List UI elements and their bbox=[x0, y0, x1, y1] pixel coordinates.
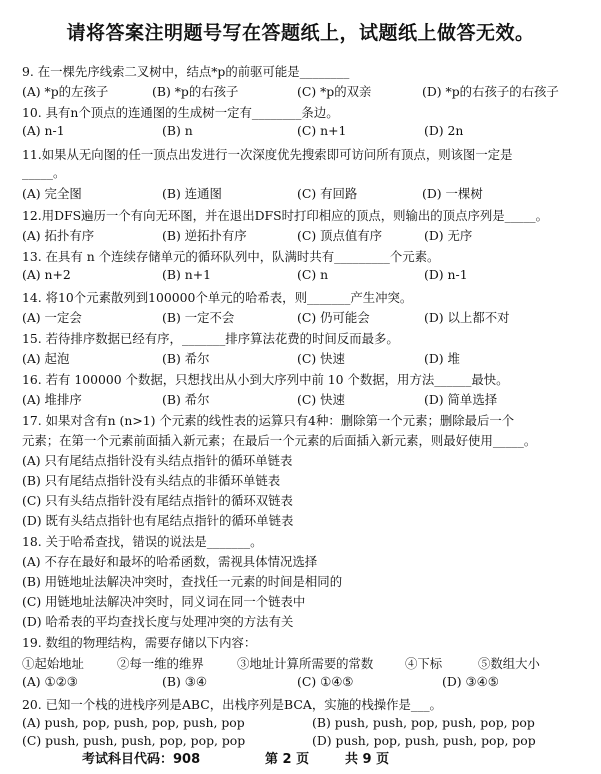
option-c: (C) 顶点值有序 bbox=[297, 228, 383, 243]
question-11-stem-cont: _____。 bbox=[22, 165, 66, 180]
question-17-option-d: (D) 既有头结点指针也有尾结点指针的循环单链表 bbox=[22, 513, 294, 528]
option-b: (B) 连通图 bbox=[162, 186, 222, 201]
option-a: (A) *p的左孩子 bbox=[22, 84, 109, 99]
option-d: (D) 一棵树 bbox=[422, 186, 483, 201]
item-4: ④下标 bbox=[405, 656, 443, 671]
item-1: ①起始地址 bbox=[22, 656, 84, 671]
option-b: (B) n bbox=[162, 123, 193, 138]
option-d: (D) n-1 bbox=[424, 267, 468, 282]
option-a: (A) n-1 bbox=[22, 123, 65, 138]
option-b: (B) ③④ bbox=[162, 674, 207, 689]
option-a: (A) 拓扑有序 bbox=[22, 228, 95, 243]
option-c: (C) 快速 bbox=[297, 392, 345, 407]
option-a: (A) 一定会 bbox=[22, 310, 82, 325]
page-header: 请将答案注明题号写在答题纸上，试题纸上做答无效。 bbox=[66, 22, 535, 44]
option-d: (D) push, pop, push, push, pop, pop bbox=[312, 733, 536, 748]
question-16-stem: 16. 若有 100000 个数据，只想找出从小到大序列中前 10 个数据，用方法______最快。 bbox=[22, 372, 509, 387]
option-b: (B) *p的右孩子 bbox=[152, 84, 239, 99]
question-19-stem: 19. 数组的物理结构，需要存储以下内容： bbox=[22, 635, 257, 650]
question-18-option-d: (D) 哈希表的平均查找长度与处理冲突的方法有关 bbox=[22, 614, 294, 629]
option-c: (C) *p的双亲 bbox=[297, 84, 372, 99]
option-d: (D) 2n bbox=[424, 123, 464, 138]
option-c: (C) 有回路 bbox=[297, 186, 358, 201]
option-a: (A) 堆排序 bbox=[22, 392, 82, 407]
option-a: (A) ①②③ bbox=[22, 674, 78, 689]
option-d: (D) 简单选择 bbox=[424, 392, 498, 407]
option-b: (B) n+1 bbox=[162, 267, 211, 282]
question-11-stem: 11.如果从无向图的任一顶点出发进行一次深度优先搜索即可访问所有顶点，则该图一定是 bbox=[22, 147, 513, 162]
question-17-option-c: (C) 只有头结点指针没有尾结点指针的循环双链表 bbox=[22, 493, 293, 508]
page-total: 共 9 页 bbox=[345, 752, 390, 767]
question-12-stem: 12.用DFS遍历一个有向无环图，并在退出DFS时打印相应的顶点，则输出的顶点序列是_____。 bbox=[22, 208, 549, 223]
question-17-stem: 17. 如果对含有n (n>1) 个元素的线性表的运算只有4种：删除第一个元素；删除最后一个 bbox=[22, 413, 515, 428]
option-d: (D) ③④⑤ bbox=[442, 674, 499, 689]
question-13-stem: 13. 在具有 n 个连续存储单元的循环队列中，队满时共有_________个元素。 bbox=[22, 249, 440, 264]
question-17-stem-cont: 元素；在第一个元素前面插入新元素；在最后一个元素的后面插入新元素，则最好使用_____。 bbox=[22, 433, 537, 448]
option-a: (A) 完全图 bbox=[22, 186, 82, 201]
question-18-option-c: (C) 用链地址法解决冲突时，同义词在同一个链表中 bbox=[22, 594, 306, 609]
question-17-option-a: (A) 只有尾结点指针没有头结点指针的循环单链表 bbox=[22, 453, 293, 468]
option-a: (A) n+2 bbox=[22, 267, 71, 282]
question-18-option-b: (B) 用链地址法解决冲突时，查找任一元素的时间是相同的 bbox=[22, 574, 343, 589]
question-18-stem: 18. 关于哈希查找，错误的说法是_______。 bbox=[22, 534, 263, 549]
page-number: 第 2 页 bbox=[265, 752, 310, 767]
option-b: (B) push, push, pop, push, pop, pop bbox=[312, 715, 535, 730]
option-b: (B) 希尔 bbox=[162, 392, 210, 407]
option-a: (A) push, pop, push, pop, push, pop bbox=[22, 715, 245, 730]
question-15-stem: 15. 若待排序数据已经有序，_______排序算法花费的时间反而最多。 bbox=[22, 331, 399, 346]
option-b: (B) 一定不会 bbox=[162, 310, 235, 325]
question-10-stem: 10. 具有n个顶点的连通图的生成树一定有________条边。 bbox=[22, 105, 339, 120]
item-5: ⑤数组大小 bbox=[478, 656, 540, 671]
question-20-stem: 20. 已知一个栈的进栈序列是ABC，出栈序列是BCA，实施的栈操作是___。 bbox=[22, 697, 442, 712]
item-3: ③地址计算所需要的常数 bbox=[237, 656, 374, 671]
option-c: (C) n+1 bbox=[297, 123, 347, 138]
question-18-option-a: (A) 不存在最好和最坏的哈希函数，需视具体情况选择 bbox=[22, 554, 318, 569]
option-c: (C) push, push, push, pop, pop, pop bbox=[22, 733, 246, 748]
item-2: ②每一维的维界 bbox=[117, 656, 204, 671]
option-d: (D) *p的右孩子的右孩子 bbox=[422, 84, 559, 99]
option-c: (C) 快速 bbox=[297, 351, 345, 366]
option-b: (B) 逆拓扑有序 bbox=[162, 228, 247, 243]
option-a: (A) 起泡 bbox=[22, 351, 70, 366]
option-d: (D) 无序 bbox=[424, 228, 473, 243]
question-9-stem: 9. 在一棵先序线索二叉树中，结点*p的前驱可能是________ bbox=[22, 64, 350, 79]
question-17-option-b: (B) 只有尾结点指针没有头结点的非循环单链表 bbox=[22, 473, 281, 488]
option-c: (C) 仍可能会 bbox=[297, 310, 370, 325]
subject-code: 考试科目代码：908 bbox=[82, 752, 201, 767]
option-b: (B) 希尔 bbox=[162, 351, 210, 366]
option-d: (D) 堆 bbox=[424, 351, 460, 366]
question-14-stem: 14. 将10个元素散列到100000个单元的哈希表，则_______产生冲突。 bbox=[22, 290, 413, 305]
option-c: (C) ①④⑤ bbox=[297, 674, 354, 689]
option-c: (C) n bbox=[297, 267, 329, 282]
option-d: (D) 以上都不对 bbox=[424, 310, 510, 325]
